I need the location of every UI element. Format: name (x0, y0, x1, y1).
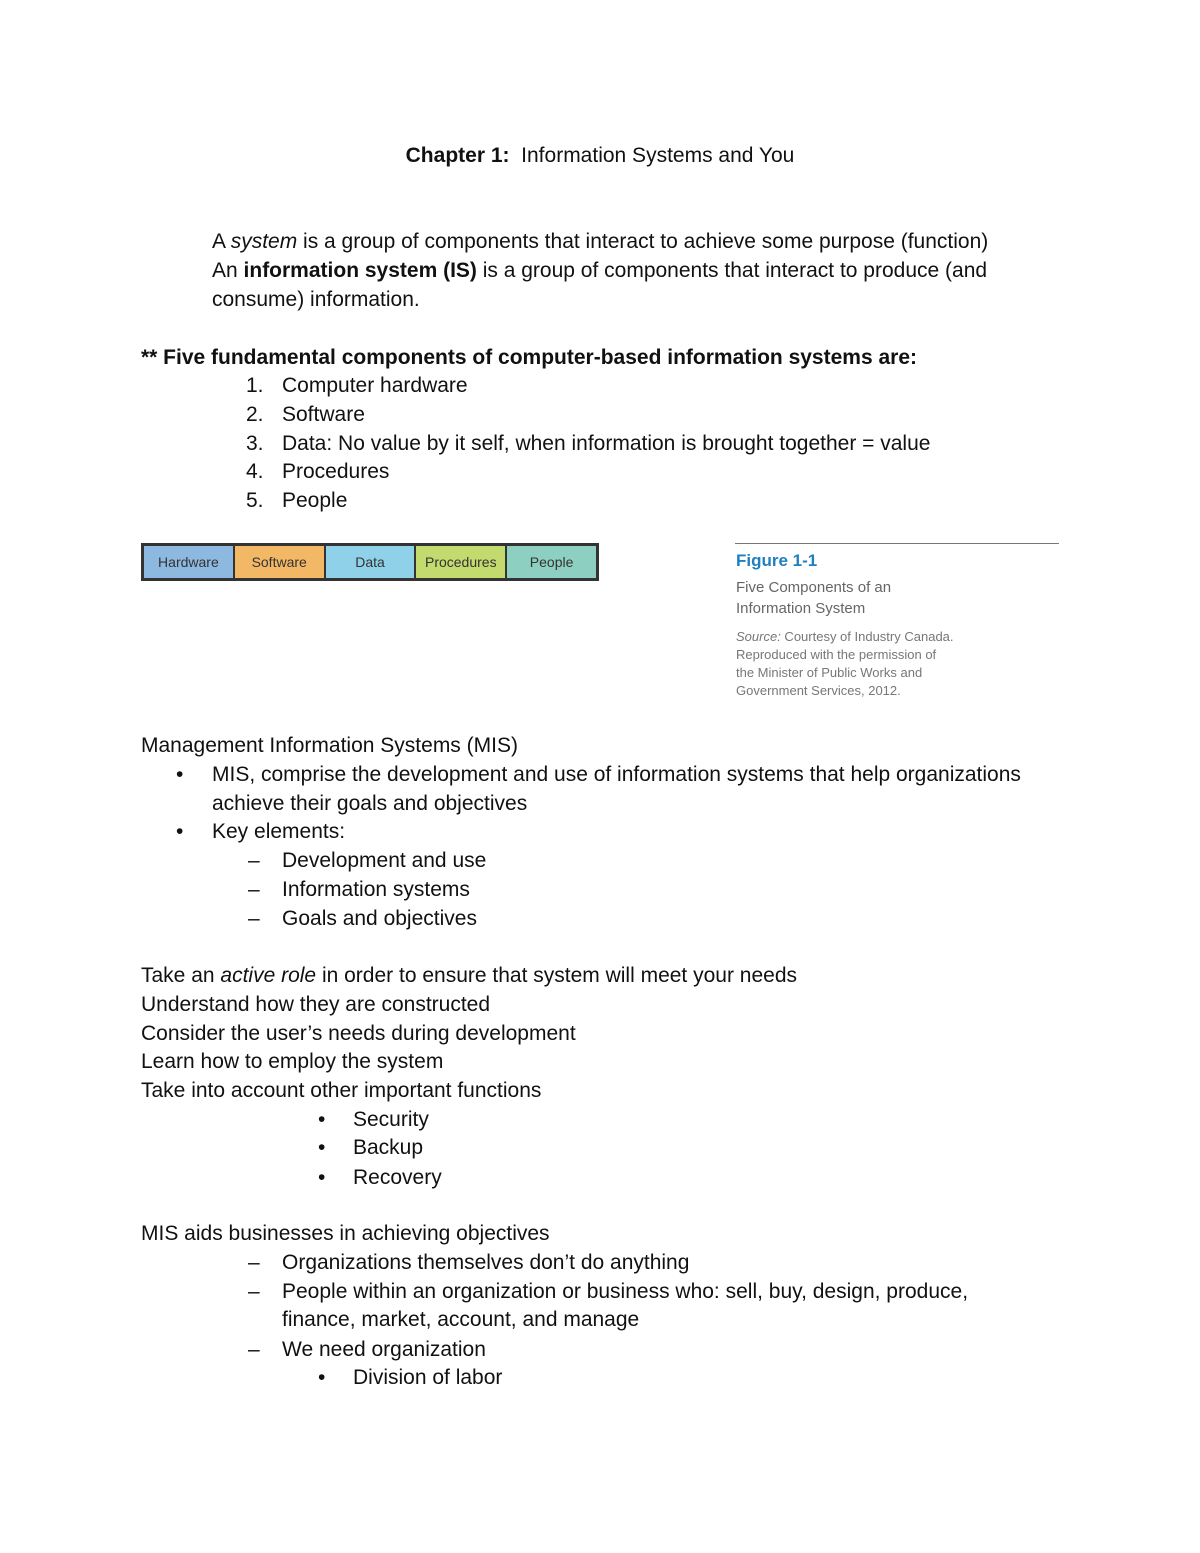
figure-caption-line: Five Components of an (736, 579, 892, 596)
figure-source-line: the Minister of Public Works and (736, 665, 923, 680)
list-item: Software (282, 403, 365, 426)
figure-source (736, 628, 954, 700)
chapter-title: Information Systems and You (521, 144, 795, 167)
paragraph-line: Learn how to employ the system (141, 1050, 444, 1073)
bullet-marker: • (176, 820, 184, 843)
list-item: Data: No value by it self, when information is brought together = value (282, 432, 931, 455)
figure-source-line (736, 628, 954, 646)
dash-marker: – (248, 907, 260, 930)
figure-cell-hardware: Hardware (144, 546, 235, 578)
function-item: Security (353, 1108, 429, 1131)
figure-source-line: Reproduced with the permission of (736, 647, 937, 662)
dash-marker: – (248, 1251, 260, 1274)
is-definition (212, 257, 987, 285)
figure-cell-software: Software (235, 546, 326, 578)
aids-item: We need organization (282, 1338, 486, 1361)
bullet-marker: • (318, 1166, 326, 1189)
aids-subitem: Division of labor (353, 1366, 503, 1389)
mis-bullet-cont: achieve their goals and objectives (212, 792, 528, 815)
chapter-label: Chapter 1: (405, 144, 510, 167)
list-number: 3. (246, 432, 264, 455)
aids-item: Organizations themselves don’t do anything (282, 1251, 690, 1274)
list-number: 5. (246, 489, 264, 512)
paragraph-line: Take into account other important functions (141, 1079, 542, 1102)
is-definition-cont: consume) information. (212, 288, 420, 311)
mis-heading: Management Information Systems (MIS) (141, 734, 518, 757)
definition-term: information system (IS) (243, 259, 477, 282)
list-item: Procedures (282, 460, 390, 483)
bullet-marker: • (318, 1136, 326, 1159)
definition-term: system (230, 230, 298, 253)
figure-label: Figure 1-1 (736, 551, 818, 570)
figure-source-line: Government Services, 2012. (736, 683, 901, 698)
list-item: People (282, 489, 348, 512)
figure-caption (736, 577, 891, 619)
dash-marker: – (248, 878, 260, 901)
figure-cell-people: People (507, 546, 596, 578)
definition-text: An (212, 259, 244, 282)
source-text: Courtesy of Industry Canada. (780, 629, 954, 644)
paragraph-line: Understand how they are constructed (141, 993, 491, 1016)
function-item: Recovery (353, 1166, 442, 1189)
figure-divider (735, 543, 1059, 544)
active-role-line (141, 962, 797, 990)
definition-text: is a group of components that interact to achieve some purpose (function) (297, 230, 989, 253)
aids-heading: MIS aids businesses in achieving objectives (141, 1222, 550, 1245)
source-label: Source: (736, 629, 781, 644)
definition-text: A (212, 230, 231, 253)
bullet-marker: • (318, 1366, 326, 1389)
dash-marker: – (248, 1280, 260, 1303)
key-element: Information systems (282, 878, 470, 901)
five-components-figure (141, 543, 599, 581)
system-definition (212, 228, 988, 256)
dash-marker: – (248, 849, 260, 872)
active-text: Take an (141, 964, 221, 987)
list-number: 4. (246, 460, 264, 483)
function-item: Backup (353, 1136, 424, 1159)
bullet-marker: • (176, 763, 184, 786)
active-term: active role (220, 964, 317, 987)
mis-bullet: Key elements: (212, 820, 346, 843)
definition-text: is a group of components that interact to produce (and (476, 259, 988, 282)
active-text: in order to ensure that system will meet your needs (316, 964, 797, 987)
list-number: 2. (246, 403, 264, 426)
components-heading: ** Five fundamental components of computer-based information systems are: (141, 346, 917, 369)
list-item: Computer hardware (282, 374, 468, 397)
list-number: 1. (246, 374, 264, 397)
dash-marker: – (248, 1338, 260, 1361)
bullet-marker: • (318, 1108, 326, 1131)
paragraph-line: Consider the user’s needs during development (141, 1022, 576, 1045)
key-element: Development and use (282, 849, 487, 872)
aids-item-cont: finance, market, account, and manage (282, 1308, 640, 1331)
aids-item: People within an organization or business who: sell, buy, design, produce, (282, 1280, 969, 1303)
mis-bullet: MIS, comprise the development and use of information systems that help organizations (212, 763, 1021, 786)
figure-cell-data: Data (326, 546, 417, 578)
key-element: Goals and objectives (282, 907, 477, 930)
figure-cell-procedures: Procedures (416, 546, 507, 578)
page-title (0, 142, 1200, 170)
figure-caption-line: Information System (736, 600, 866, 617)
